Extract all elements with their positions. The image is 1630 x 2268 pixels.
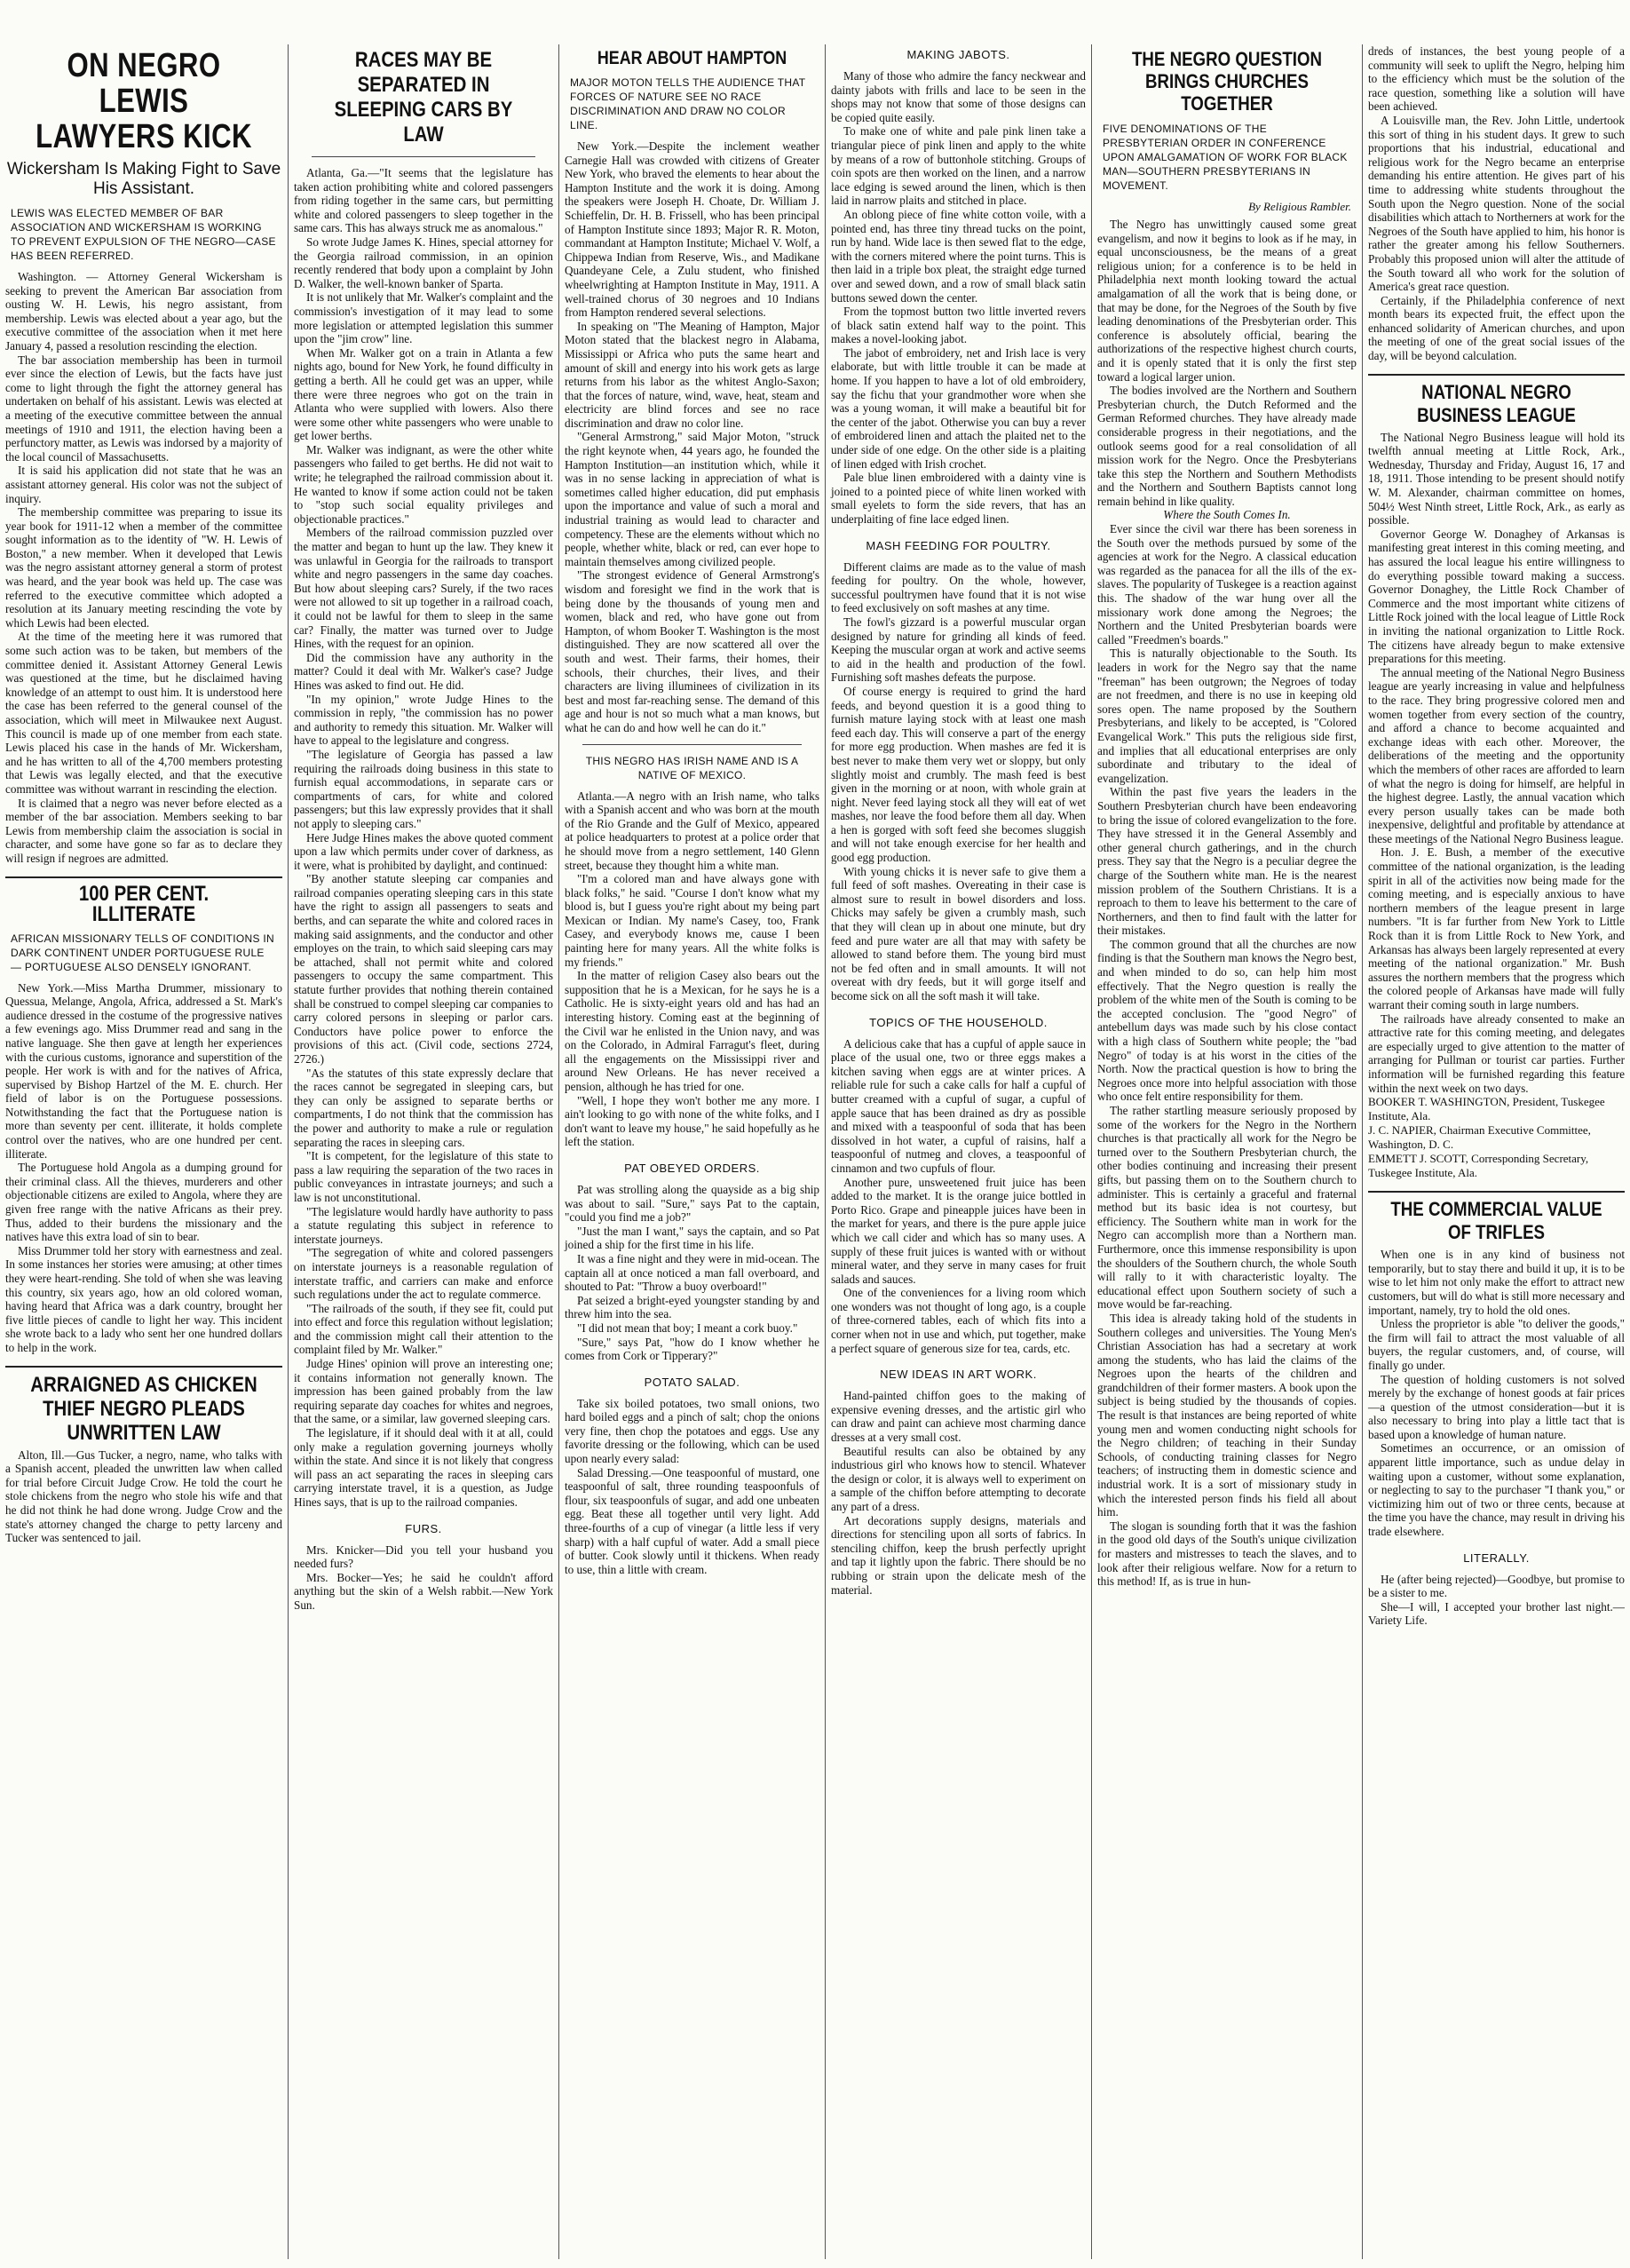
deck-illiterate: AFRICAN MISSIONARY TELLS OF CONDITIONS IN DARK CONTINENT UNDER PORTUGUESE RULE — PORTUGUESE ALSO DENSELY IGNORANT. [11, 932, 275, 973]
deck-hampton: MAJOR MOTON TELLS THE AUDIENCE THAT FORCES OF NATURE SEE NO RACE DISCRIMINATION AND DRAW NO COLOR LINE. [570, 76, 806, 131]
paragraph: The bodies involved are the Northern and Southern Presbyterian church, the Dutch Reformed and the German Reformed churches. They have already made considerable progress in their negotiations, and the outlook seems good for a real consolidation of all mission work for the Negro. Once the Presbyterians take this step the Northern and Southern Methodists and the Northern and Southern Baptists cannot long remain behind in like quality. [1097, 384, 1357, 508]
paragraph: Miss Drummer told her story with earnestness and zeal. In some instances her stories were amusing; at other times they were heart-rending. She told of when she was leaving this country, six years ago, how an old colored woman, having heard that Africa was a dark country, brought her five little pieces of candle to light her way. This incident she wrote back to a lady who sent her one hundred dollars to help in the work. [5, 1243, 282, 1354]
paragraph: The Portuguese hold Angola as a dumping ground for their criminal class. All the thieves, murderers and other objectionable citizens are exiled to Angola, where they are given free range with the native Africans as their prey. Thus, added to their burdens the missionary and the natives have this extra load of sin to bear. [5, 1161, 282, 1244]
paragraph: Governor George W. Donaghey of Arkansas is manifesting great interest in this coming meeting, and has assured the local league his entire willingness to do everything possible toward making a success. Governor Donaghey, the Little Rock Chamber of Commerce and the most important white citizens of Little Rock joined with the local league of Little Rock in inviting the national organization to Little Rock. The citizens have already begun to make extensive preparations for this meeting. [1368, 527, 1625, 666]
headline-pat-obeyed: PAT OBEYED ORDERS. [624, 1161, 760, 1175]
paragraph: Of course energy is required to grind the hard feeds, and beyond question it is a good thing to furnish mature laying stock with at least one mash feed each day. This will conserve a part of the energy for more egg production. When mashes are fed it is best never to make them very wet or sloppy, but only slightly moist and crumbly. The mash feed is best given in the morning or at noon, with whole grain at night. Never feed laying stock all they will eat of wet mashes, nor leave the food before them all day. When a hen is gorged with soft feed she becomes sluggish and will not take enough exercise for her health and good egg production. [831, 684, 1086, 865]
divider [582, 744, 802, 745]
paragraph: "The legislature of Georgia has passed a law requiring the railroads doing business in this state to furnish equal accommodations, in separate cars or compartments of cars, for white and colored passengers; but this law expressly provides that it shall not apply to sleeping cars." [294, 747, 553, 830]
paragraph: It is not unlikely that Mr. Walker's complaint and the commission's investigation of it may lead to some more legislation or attempted legislation this summer upon the "jim crow" line. [294, 290, 553, 346]
paragraph: "I did not mean that boy; I meant a cork buoy." [577, 1320, 798, 1335]
paragraph: When one is in any kind of business not temporarily, but to stay there and build it up, it is to be wise to let him not only make the effort to attract new customers, but will do what is still more necessary and important, namely, try to hold the old ones. [1368, 1248, 1625, 1317]
headline-hampton: HEAR ABOUT HAMPTON [597, 48, 787, 68]
paragraph: It is claimed that a negro was never before elected as a member of the bar association. Members seeking to bar Lewis from membership claim the association is social in character, and some have gone so far as to declare they will resign if negroes are admitted. [5, 796, 282, 865]
paragraph: So wrote Judge James K. Hines, special attorney for the Georgia railroad commission, in an opinion recently rendered that body upon a complaint by John D. Walker, the well-known banker of Sparta. [294, 234, 553, 290]
paragraph: Pat was strolling along the quayside as a big ship was about to sail. "Sure," says Pat to the captain, "could you find me a job?" [565, 1182, 819, 1225]
paragraph: It is said his application did not state that he was an assistant attorney general. His color was not the subject of inquiry. [5, 464, 282, 505]
column-2 [289, 44, 559, 2259]
paragraph: Members of the railroad commission puzzled over the matter and began to hunt up the law. They knew it was unlawful in Georgia for the railroads to transport white and negro passengers in the same day coaches. But how about sleeping cars? Surely, if the two races were not allowed to sit up together in a railroad coach, it could not be lawful for them to sleep in the same car? Finally, the matter was turned over to Judge Hines, with the request for an opinion. [294, 526, 553, 651]
paragraph: In the matter of religion Casey also bears out the supposition that he is a Mexican, for he says he is a Catholic. He is sixty-eight years old and has had an interesting history. Coming east at the beginning of the Civil war he enlisted in the Union navy, and was on the Colorado, in Admiral Farragut's fleet, during all the engagements on the Mississippi river and around New Orleans. He has never received a pension, although he has tried for one. [565, 969, 819, 1093]
paragraph: She—I will, I accepted your brother last night.—Variety Life. [1368, 1599, 1625, 1628]
paragraph: Pale blue linen embroidered with a dainty vine is joined to a pointed piece of white linen worked with small eyelets to form the side revers, that has an underplaiting of fine lace edged linen. [831, 471, 1086, 526]
paragraph: The membership committee was preparing to issue its year book for 1911-12 when a member of the committee sought information as to the identity of "W. H. Lewis of Boston," a new member. When it developed that Lewis was the negro assistant attorney general a storm of protest was heard, and the year book was held up. The case was referred to the executive committee which adopted a resolution at its January meeting rescinding the vote by which Lewis had been elected. [5, 505, 282, 630]
paragraph: Hand-painted chiffon goes to the making of expensive evening dresses, and the artistic girl who can draw and paint can achieve most charming dance dresses at a very small cost. [831, 1389, 1086, 1445]
headline-potato-salad: POTATO SALAD. [644, 1375, 740, 1389]
byline: By Religious Rambler. [1248, 200, 1351, 213]
headline-chicken-thief: ARRAIGNED AS CHICKEN THIEF NEGRO PLEADS UNWRITTEN LAW [30, 1372, 257, 1445]
column-1 [0, 44, 289, 2259]
deck-lewis: LEWIS WAS ELECTED MEMBER OF BAR ASSOCIATION AND WICKERSHAM IS WORKING TO PREVENT EXPULSION OF THE NEGRO—CASE HAS BEEN REFERRED. [11, 207, 276, 262]
section-divider [1368, 1191, 1625, 1193]
paragraph: The bar association membership has been in turmoil ever since the election of Lewis, but the facts have just come to light through the fight the attorney general has undertaken on behalf of his assistant. Lewis was elected at a meeting of the executive committee between the annual meetings of 1910 and 1911, the election having been a perfunctory matter, as Lewis was indorsed by a majority of the local council of Massachusetts. [5, 353, 282, 464]
paragraph: Ever since the civil war there has been soreness in the South over the methods pursued by some of the agencies at work for the Negro. A classical education was regarded as the panacea for all the ills of the ex-slaves. The popularity of Tuskegee is a reaction against this. The shadow of the war hung over all the missionary work done among the Negroes; the Northern and the United Presbyterian boards were called "Freedmen's boards." [1097, 522, 1357, 646]
paragraph: Many of those who admire the fancy neckwear and dainty jabots with frills and lace to be seen in the shops may not know that some of those designs can be copied quite easily. [831, 69, 1086, 124]
headline-negro-question: THE NEGRO QUESTION BRINGS CHURCHES TOGETHER [1131, 48, 1323, 115]
headline-mash-feeding: MASH FEEDING FOR POULTRY. [866, 538, 1051, 552]
paragraph: This is naturally objectionable to the South. Its leaders in work for the Negro say that the name "freeman" has been outgrown; the Negroes of today are not freedmen, and there is no use in keeping old sores open. The name proposed by the Southern Presbyterians, and likely to be accepted, is "Colored Evangelical Work." This puts the religious side first, and implies that all educational enterprises are only subordinate and tributary to the ideal of evangelization. [1097, 646, 1357, 785]
paragraph: The railroads have already consented to make an attractive rate for this coming meeting, and delegates are especially urged to give attention to the matter of arranging for Pullman or tourist car parties. Further information will be furnished regarding this feature within the next week on two days. [1368, 1011, 1625, 1095]
headline-art-work: NEW IDEAS IN ART WORK. [880, 1368, 1037, 1382]
paragraph: Pat seized a bright-eyed youngster standing by and threw him into the sea. [565, 1293, 819, 1321]
paragraph: Beautiful results can also be obtained by any industrious girl who knows how to stencil. Whatever the design or color, it is always well to experiment on a sample of the chiffon before attempting to decorate any part of a dress. [831, 1444, 1086, 1513]
paragraph: The Negro has unwittingly caused some great evangelism, and now it begins to look as if he may, in equal unconsciousness, be the means of a great religious union; for a conference is to be held in Philadelphia next month looking toward the actual amalgamation of all the work that is being done, or that may be done, for the Negroes of the South by five leading denominations of the Presbyterian order. This conference is absolutely official, bearing the authorizations of the respective highest church courts, and it is openly stated that it is only the first step toward a logical larger union. [1097, 218, 1357, 384]
headline-household-topics: TOPICS OF THE HOUSEHOLD. [869, 1015, 1048, 1029]
headline-illiterate: 100 PER CENT. ILLITERATE [78, 881, 210, 926]
divider [312, 156, 535, 157]
paragraph: Another pure, unsweetened fruit juice has been added to the market. It is the orange juice bottled in Porto Rico. Grape and pineapple juices have been in the market for years, and there is the pure apple juice which we call cider and which has so many uses. A supply of these fruit juices is wanted with or without mineral water, and they serve in many cases for fruit salads and sauces. [831, 1175, 1086, 1286]
paragraph: The jabot of embroidery, net and Irish lace is very elaborate, but with little trouble it can be made at home. If you happen to have a lot of old embroidery, say the fichu that your grandmother wore when she was a young woman, it will make a beautiful bit for the center of the jabot. Otherwise you can buy a rever of embroidered linen and attach the plaited net to the under side of one edge. On the other side is a plaiting of linen edged with Irish crochet. [831, 345, 1086, 471]
paragraph: "I'm a colored man and have always gone with black folks," he said. "Course I don't know what my blood is, but I guess you're right about my being part Mexican or Indian. My name's Casey, too, Frank Casey, and everybody knows me, cause I been painting here for many years. All the white folks is my friends." [565, 872, 819, 969]
paragraph: "Sure," says Pat, "how do I know whether he comes from Cork or Tipperary?" [565, 1335, 819, 1363]
paragraph: "Just the man I want," says the captain, and so Pat joined a ship for the first time in his life. [565, 1224, 819, 1252]
paragraph: Judge Hines' opinion will prove an interesting one; it contains information not generally known. The impression has been gained probably from the law requiring separate day coaches for whites and negroes, that the same, or a similar, law governed sleeping cars. [294, 1357, 553, 1426]
paragraph: Here Judge Hines makes the above quoted comment upon a law which permits under cover of darkness, as it were, what is prohibited by daylight, and continued: [294, 830, 553, 872]
paragraph: "The segregation of white and colored passengers on interstate journeys is a reasonable regulation of interstate traffic, and carriers can make and enforce such regulations under the act to regulate commerce. [294, 1246, 553, 1302]
paragraph: New York.—Despite the inclement weather Carnegie Hall was crowded with citizens of Greater New York, who braved the elements to hear about the Hampton Institute and the work it is doing. Among the speakers were Joseph H. Choate, Dr. William J. Schieffelin, Dr. H. B. Frissell, who has been principal of Hampton Institute since 1893; Major R. R. Moton, commandant at Hampton Institute; Michael V. Wolf, a Chippewa Indian from Reserve, Wis., and Madikane Quandeyane Cele, a Zulu student, who finished wheelwrighting at Hampton Institute in May, 1911. A well-trained chorus of 30 negroes and 10 Indians from Hampton rendered several selections. [565, 139, 819, 320]
section-divider [1368, 374, 1625, 376]
paragraph: A delicious cake that has a cupful of apple sauce in place of the usual one, two or three eggs makes a kitchen saving when eggs are at winter prices. A reliable rule for such a cake calls for half a cupful of butter creamed with a cupful of sugar, a cupful of apple sauce that has been drained as dry as possible and mixed with a teaspoonful of soda that has been dissolved in hot water, a cupful of raisins, half a teaspoonful of nutmeg and cloves, a teaspoonful of cinnamon and two cupfuls of flour. [831, 1036, 1086, 1175]
paragraph: "Well, I hope they won't bother me any more. I ain't looking to go with none of the white folks, and I don't want to leave my house," he said hopefully as he left the station. [565, 1093, 819, 1149]
paragraph: "The legislature would hardly have authority to pass a statute regulating this subject in reference to interstate journeys. [294, 1204, 553, 1246]
paragraph: Certainly, if the Philadelphia conference of next month bears its expected fruit, the effect upon the enhanced solidarity of American churches, and upon the meeting of one of the great social issues of the day, will be beyond calculation. [1368, 293, 1625, 363]
paragraph: When Mr. Walker got on a train in Atlanta a few nights ago, bound for New York, he found difficulty in getting a berth. All he could get was an upper, while there were three negroes who got on the train in Atlanta who were supplied with lowers. Also there were some other white passengers who were unable to get lower berths. [294, 345, 553, 443]
subhead-south: Where the South Comes In. [1163, 508, 1291, 522]
paragraph: It was a fine night and they were in mid-ocean. The captain all at once noticed a man fall overboard, and shouted to Pat: "Throw a buoy overboard!" [565, 1251, 819, 1294]
signature-washington: BOOKER T. WASHINGTON, President, Tuskegee Institute, Ala. [1368, 1095, 1605, 1123]
paragraph: The legislature, if it should deal with it at all, could only make a regulation governing journeys wholly within the state. And since it is not likely that congress will pass an act separating the races in sleeping cars carrying interstate travel, it is a question, as Judge Hines says, that is up to the railroad companies. [294, 1426, 553, 1509]
paragraph: This idea is already taking hold of the students in Southern colleges and universities. The Young Men's Christian Association has had a secretary at work among the students, who has laid the claims of the Negroes upon the hearts of the children and grandchildren of their former masters. A book upon the subject is being studied by the thousands of copies. The result is that instances are being reported of white young men and women conducting night schools for the Negro children; of teaching in their Sunday Schools, of conducting training classes for Negro teachers; of instructing them in domestic science and industrial work. It is a sort of missionary study in which the interested person finds his field all about him. [1097, 1311, 1357, 1519]
signature-napier: J. C. NAPIER, Chairman Executive Committee, Washington, D. C. [1368, 1123, 1591, 1152]
headline-commercial-value: THE COMMERCIAL VALUE OF TRIFLES [1390, 1198, 1602, 1244]
paragraph: "In my opinion," wrote Judge Hines to the commission in reply, "the commission has no power and authority to remedy this situation. Mr. Walker will have to appeal to the legislature and congress. [294, 692, 553, 748]
paragraph: The National Negro Business league will hold its twelfth annual meeting at Little Rock, Ark., Wednesday, Thursday and Friday, August 16, 17 and 18, 1911. Those intending to be present should notify W. M. Alexander, chairman committee on homes, 504½ West Ninth street, Little Rock, Ark., as early as possible. [1368, 430, 1625, 527]
paragraph: To make one of white and pale pink linen take a triangular piece of pink linen and apply to the white by means of a row of buttonhole stitching. Groups of coin spots are then worked on the linen, and a narrow lace edging is sewed around the linen, which is then laid in narrow plaits and stitched in place. [831, 124, 1086, 208]
column-5 [1092, 44, 1363, 2259]
column-3 [559, 44, 826, 2259]
deck-presbyterian: FIVE DENOMINATIONS OF THE PRESBYTERIAN ORDER IN CONFERENCE UPON AMALGAMATION OF WORK FOR BLACK MAN—SOUTHERN PRESBYTERIANS IN MOVEMENT. [1103, 123, 1348, 192]
headline-furs: FURS. [405, 1521, 442, 1535]
headline-business-league: NATIONAL NEGRO BUSINESS LEAGUE [1417, 380, 1576, 426]
paragraph: At the time of the meeting here it was rumored that some such action was to be taken, but members of the committee denied it. Assistant Attorney General Lewis was questioned at the time, but he disclaimed having knowledge of an attempt to oust him. It is understood here the case has been referred to the general counsel of the association, which will meet in Milwaukee next August. This council is made up of one member from each state. Lewis placed his case in the hands of Mr. Wickersham, and he has written to all of the 4,700 members protesting that Lewis was legally elected, and that the executive committee was without warrant in rescinding the election. [5, 630, 282, 796]
column-4 [826, 44, 1092, 2259]
paragraph: With young chicks it is never safe to give them a full feed of soft mashes. Overeating in their case is almost sure to result in bowel disorders and loss. Chicks may safely be given a crumbly mash, such that they will clean up in about one minute, but dry feed and pure water are all that may with safety be allowed to stand before them. The young bird must not be fed often and in small amounts. It will not overeat with dry feeds, but it will gorge itself and become sick on all the soft mash it will take. [831, 864, 1086, 1003]
paragraph: "By another statute sleeping car companies and railroad companies operating sleeping cars in this state have the right to assign all passengers to seats and berths, and can separate the white and colored races in making said assignments, and the conductor and other employes on the train, to which said sleeping cars may be attached, shall not permit white and colored passengers to occupy the same compartment. This statute further provides that nothing therein contained shall be construed to compel sleeping car companies to carry colored persons in sleeping or parlor cars. Conductors have police power to enforce the provisions of this act. (Civil code, sections 2724, 2726.) [294, 872, 553, 1066]
subhead-wickersham: Wickersham Is Making Fight to Save His Assistant. [6, 160, 281, 198]
paragraph: Hon. J. E. Bush, a member of the executive committee of the national organization, is the leading spirit in all of the activities now being made for the coming meeting, and is especially anxious to have northern members of the league present in large numbers. "It is far further from New York to Little Rock than it is from Little Rock to New York, and Arkansas has always been largely represented at every meeting of the national organization." Mr. Bush assures the northern members that the progress which the colored people of Arkansas have made will fully warrant their coming south in large numbers. [1368, 845, 1625, 1011]
paragraph: The rather startling measure seriously proposed by some of the workers for the Negro in the Northern churches is that practically all work for the Negro be turned over to the Southern Presbyterian church, the other bodies continuing and increasing their present gifts, but passing them on to the Southern church to administer. This is certainly a graceful and fraternal method but its basic idea is not courtesy, but efficiency. The Southern white man in work for the Negro can accomplish more than a Northern man. Furthermore, once this immense responsibility is upon the shoulders of the Southern church, the whole South will rally to it with characteristic loyalty. The educational effect upon Southern society of such a move would be far-reaching. [1097, 1104, 1357, 1312]
paragraph: The common ground that all the churches are now finding is that the Southern man knows the Negro best, and when minded to do so, can help him most effectively. That the Negro question is really the problem of the white men of the South is coming to be the accepted conclusion. The "good Negro" of antebellum days was made such by his close contact with a high class of Southern white people; the "bad Negro" of today is at his worst in the cities of the North. Now the practical question is how to bring the Negroes once more into helpful association with those who once felt entire responsibility for them. [1097, 937, 1357, 1104]
paragraph: Unless the proprietor is able "to deliver the goods," the firm will fail to attract the most valuable of all buyers, the regular customers, and, of course, will finally go under. [1368, 1317, 1625, 1372]
paragraph: The question of holding customers is not solved merely by the exchange of honest goods at fair prices—a question of the utmost consideration—but it is also necessary to bring into play a little tact that is based upon a knowledge of human nature. [1368, 1372, 1625, 1441]
paragraph: "As the statutes of this state expressly declare that the races cannot be segregated in sleeping cars, but they can only be assigned to separate berths or compartments, I do not think that the commission has the power and authority to make a rule or regulation separating the races in sleeping cars. [294, 1066, 553, 1149]
column-6 [1363, 44, 1630, 2259]
paragraph: Atlanta.—A negro with an Irish name, who talks with a Spanish accent and who was born at the mouth of the Rio Grande and the Gulf of Mexico, appeared at police headquarters to protest at a police order that he should move from a negro settlement, 140 Glenn street, because they thought him a white man. [565, 789, 819, 872]
paragraph: Salad Dressing.—One teaspoonful of mustard, one teaspoonful of salt, three rounding teaspoonfuls of flour, six teaspoonfuls of sugar, and add one unbeaten egg. Beat these all together until very light. Add three-fourths of a cup of vinegar (a little less if very sharp) with a half cupful of water. Add a small piece of butter. Cook slowly until it thickens. When ready to use, thin a little with cream. [565, 1465, 819, 1576]
paragraph: Washington. — Attorney General Wickersham is seeking to prevent the American Bar association from ousting W. H. Lewis, his negro assistant, from membership. Lewis was elected about a year ago, but the executive committee of the association when it met here January 4, passed a resolution rescinding the election. [5, 270, 282, 353]
paragraph: "It is competent, for the legislature of this state to pass a law requiring the separation of the two races in public conveyances in intrastate journeys; and such a law is not unconstitutional. [294, 1149, 553, 1204]
paragraph: An oblong piece of fine white cotton voile, with a pointed end, has three tiny thread tucks on the point, run by hand. Wide lace is then sewed flat to the edge, with the corners mitered where the point turns. This is then laid in a triple box pleat, the straight edge turned over and sewed down, and a row of small black satin buttons sewed down the center. [831, 207, 1086, 305]
section-divider [5, 1366, 282, 1368]
headline-sleeping-cars: RACES MAY BE SEPARATED IN SLEEPING CARS BY LAW [334, 48, 513, 147]
paragraph: Atlanta, Ga.—"It seems that the legislature has taken action prohibiting white and colored passengers from riding together in the same cars, but permitting white and colored passengers to sleep together in the same cars. This has always struck me as anomalous." [294, 166, 553, 235]
paragraph: "The railroads of the south, if they see fit, could put into effect and force this regulation without legislation; and the commission might call their attention to the complaint filed by Mr. Walker." [294, 1301, 553, 1357]
section-divider [5, 876, 282, 878]
paragraph: Mr. Walker was indignant, as were the other white passengers who failed to get berths. He did not wait to write; he telegraphed the railroad commission about it. He wanted to know if some action could not be taken to "stop such social equality privileges and objectionable practices." [294, 442, 553, 526]
paragraph: dreds of instances, the best young people of a community will seek to uplift the Negro, helping him to the efficiency which must be the solution of the race question, something like a solution will have been achieved. [1368, 44, 1625, 114]
paragraph: "General Armstrong," said Major Moton, "struck the right keynote when, 44 years ago, he founded the Hampton Institution—an institution which, while it was in no sense lacking in appreciation of what is sometimes called higher education, did put emphasis upon the importance and value of such a moral and industrial training as would lead to character and competency. These are the elements without which no people, whether white, black or red, can ever hope to maintain themselves among civilized people. [565, 430, 819, 568]
paragraph: Art decorations supply designs, materials and directions for stenciling upon all sorts of fabrics. In stenciling chiffon, keep the brush perfectly upright and tap it lightly upon the fabric. There should be no rubbing or strain upon the delicate mesh of the material. [831, 1513, 1086, 1597]
paragraph: He (after being rejected)—Goodbye, but promise to be a sister to me. [1368, 1572, 1625, 1600]
paragraph: From the topmost button two little inverted revers of black satin extend half way to the point. This makes a novel-looking jabot. [831, 305, 1086, 346]
paragraph: In speaking on "The Meaning of Hampton, Major Moton stated that the blackest negro in Alabama, Mississippi or Africa who puts the same heart and amount of skill and energy into his work gets as large returns from his labor as the whitest Anglo-Saxon; that the forces of nature, wind, wave, heat, steam and electricity are blind forces and see no race discrimination and draw no color line. [565, 319, 819, 430]
headline-negro-lewis: ON NEGRO LEWIS LAWYERS KICK [36, 47, 252, 155]
paragraph: Alton, Ill.—Gus Tucker, a negro, name, who talks with a Spanish accent, pleaded the unwritten law when called for trial before Circuit Judge Crow. He told the court he stole chickens from the negro who stole his wife and that he did not think he had done wrong. Judge Crow and the state's attorney changed the charge to petty larceny and Tucker was sentenced to jail. [5, 1447, 282, 1545]
headline-irish-name: THIS NEGRO HAS IRISH NAME AND IS A NATIVE OF MEXICO. [585, 754, 799, 781]
paragraph: One of the conveniences for a living room which one wonders was not thought of long ago, is a couple of three-cornered tables, each of which fits into a corner when not in use and which, put together, make a perfect square of generous size for tea, cards, etc. [831, 1286, 1086, 1355]
paragraph: The slogan is sounding forth that it was the fashion in the good old days of the South's unique civilization for masters and mistresses to teach the slaves, and to look after their religious welfare. Now for a return to this method! If, as is true in hun- [1097, 1519, 1357, 1589]
signature-scott: EMMETT J. SCOTT, Corresponding Secretary, Tuskegee Institute, Ala. [1368, 1152, 1589, 1180]
paragraph: Take six boiled potatoes, two small onions, two hard boiled eggs and a pinch of salt; chop the onions very fine, then chop the potatoes and eggs. Use any favorite dressing or the following, which can be used upon nearly every salad: [565, 1396, 819, 1466]
paragraph: "The strongest evidence of General Armstrong's wisdom and foresight we find in the work that is being done by the thousands of young men and women, black and red, who have gone out from Hampton, of whom Booker T. Washington is the most distinguished. They are now scattered all over the south and west. Their farms, their homes, their schools, their churches, their lives, and their characters are living illuminees of civilization in its best and most far-reaching sense. The demand of this age and hour is not so much what a man knows, but what he can do and how well he can do it." [565, 568, 819, 734]
paragraph: Sometimes an occurrence, or an omission of apparent little importance, such as undue delay in waiting upon a customer, without some explanation, or neglecting to say to the purchaser "I thank you," or victimizing him out of two or three cents, because at the time you have the chance, may result in driving his trade elsewhere. [1368, 1441, 1625, 1539]
paragraph: A Louisville man, the Rev. John Little, undertook this sort of thing in his student days. It grew to such proportions that his industrial, educational and religious work for the Negro became an enterprise demanding his entire attention. He gives part of his time to addressing white students throughout the South upon the Negro question. None of the social disabilities which attach to Northerners at work for the Negroes of the South have applied to him, his honor is rather the greater among his fellow Southerners. Probably this proposed union will alter the attitude of the South toward all who work for the solution of America's great race question. [1368, 113, 1625, 294]
paragraph: Within the past five years the leaders in the Southern Presbyterian church have been endeavoring to bring the issue of colored evangelization to the fore. They have stressed it in the General Assembly and other general church gatherings, and in the church press. They say that the Negro is a peculiar degree the charge of the Southern white man. He is the nearest mission problem of the Southern Christians. It is a reproach to them to leave his betterment to the care of Northerners, and then to find fault with the latter for their mistakes. [1097, 785, 1357, 938]
paragraph: The fowl's gizzard is a powerful muscular organ designed by nature for grinding all kinds of feed. Keeping the muscular organ at work and active seems to aid in the health and production of the fowl. Furnishing soft mashes defeats the purpose. [831, 615, 1086, 685]
paragraph: Mrs. Knicker—Did you tell your husband you needed furs? [294, 1542, 553, 1571]
paragraph: Did the commission have any authority in the matter? Could it deal with Mr. Walker's case? Judge Hines was asked to find out. He did. [294, 650, 553, 692]
headline-literally: LITERALLY. [1463, 1550, 1530, 1565]
paragraph: Different claims are made as to the value of mash feeding for poultry. On the whole, however, successful poultrymen have found that it is not wise to feed exclusively on soft mashes at any time. [831, 559, 1086, 615]
headline-making-jabots: MAKING JABOTS. [906, 48, 1010, 61]
paragraph: Mrs. Bocker—Yes; he said he couldn't afford anything but the skin of a Welsh rabbit.—New York Sun. [294, 1570, 553, 1612]
paragraph: New York.—Miss Martha Drummer, missionary to Quessua, Melange, Angola, Africa, addressed a St. Mark's audience dressed in the costume of the progressive natives a few evenings ago. Miss Drummer read and sang in the native language. She then gave at length her experiences with the curious customs, ignorance and superstition of the people. Her work is with and for the natives of Africa, supervised by Bishop Hartzel of the M. E. church. Her field of labor is on the Portuguese possessions. Notwithstanding the fact that the Portuguese nation is more than seventy per cent. illiterate, it holds complete control over the natives, who are one hundred per cent. illiterate. [5, 980, 282, 1161]
paragraph: The annual meeting of the National Negro Business league are yearly increasing in value and helpfulness to the race. They bring progressive colored men and women together from every section of the country, and afford a chance to become acquainted and exchange ideas with each other. Moreover, the deliberations of the meeting and the opportunity which the members of other races are afforded to learn of what the negro is doing for himself, are helpful in the highest degree. Lastly, the annual vacation which every person usually takes can be made both inexpensive, delightful and profitable by attendance at these meetings of the National Negro Business league. [1368, 665, 1625, 845]
